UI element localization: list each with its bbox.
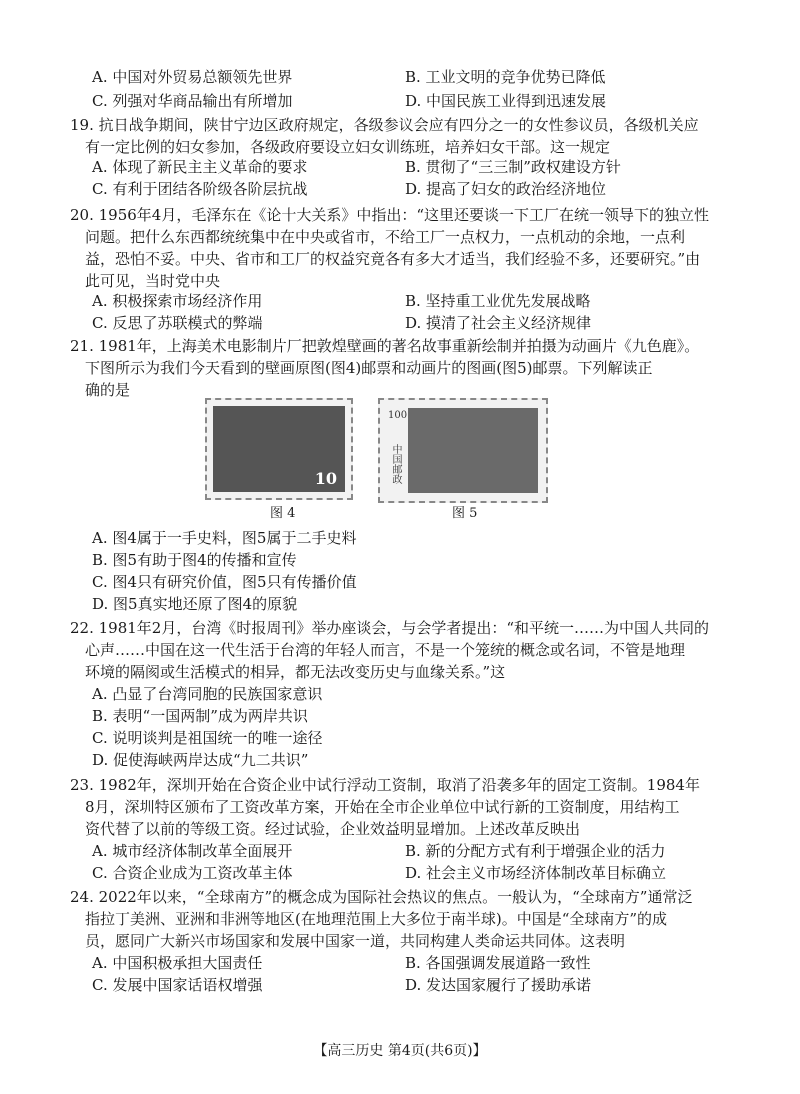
q22-stem-line-3: 环境的隔阂或生活模式的相异，都无法改变历史与血缘关系。”这 xyxy=(85,663,506,681)
q21-stem-line-3: 确的是 xyxy=(85,381,131,399)
q19-option-d: D. 提高了妇女的政治经济地位 xyxy=(405,180,607,198)
q23-stem-line-2: 8月，深圳特区颁布了工资改革方案，开始在全市企业单位中试行新的工资制度，用结构工 xyxy=(85,798,680,816)
q24-option-a: A. 中国积极承担大国责任 xyxy=(92,954,263,972)
q24-stem-line-1: 24. 2022年以来，“全球南方”的概念成为国际社会热议的焦点。一般认为，“全球南方”通常泛 xyxy=(70,888,693,906)
q19-stem-line-1: 19. 抗日战争期间，陕甘宁边区政府规定，各级参议会应有四分之一的女性参议员，各级机关应 xyxy=(70,116,699,134)
stamp-5-value: 100 xyxy=(388,410,408,421)
q20-option-a: A. 积极探索市场经济作用 xyxy=(92,292,263,310)
q24-option-d: D. 发达国家履行了援助承诺 xyxy=(405,976,592,994)
q22-option-c: C. 说明谈判是祖国统一的唯一途径 xyxy=(92,729,323,747)
q20-stem-line-4: 此可见，当时党中央 xyxy=(85,272,221,290)
q22-option-a: A. 凸显了台湾同胞的民族国家意识 xyxy=(92,685,323,703)
q20-stem-line-1: 20. 1956年4月，毛泽东在《论十大关系》中指出：“这里还要谈一下工厂在统一领导下的独立性 xyxy=(70,206,710,224)
q23-stem-line-3: 资代替了以前的等级工资。经过试验，企业效益明显增加。上述改革反映出 xyxy=(85,820,581,838)
q23-stem-line-1: 23. 1982年，深圳开始在合资企业中试行浮动工资制，取消了沿袭多年的固定工资制。1984年 xyxy=(70,776,700,794)
q22-stem-line-1: 22. 1981年2月，台湾《时报周刊》举办座谈会，与会学者提出：“和平统一……为中国人共同的 xyxy=(70,619,710,637)
q20-stem-line-2: 问题。把什么东西都统统集中在中央或省市，不给工厂一点权力，一点机动的余地，一点利 xyxy=(85,228,686,246)
figure-5-stamp xyxy=(378,398,548,503)
page-footer: 【高三历史 第4页(共6页)】 xyxy=(313,1043,487,1059)
q20-option-b: B. 坚持重工业优先发展战略 xyxy=(405,292,591,310)
q24-option-c: C. 发展中国家话语权增强 xyxy=(92,976,263,994)
q21-option-b: B. 图5有助于图4的传播和宣传 xyxy=(92,551,297,569)
q20-option-c: C. 反思了苏联模式的弊端 xyxy=(92,314,263,332)
q20-stem-line-3: 益，恐怕不妥。中央、省市和工厂的权益究竟各有多大才适当，我们经验不多，还要研究。”由 xyxy=(85,250,701,268)
q23-option-c: C. 合资企业成为工资改革主体 xyxy=(92,864,293,882)
q21-option-d: D. 图5真实地还原了图4的原貌 xyxy=(92,595,298,613)
q21-stem-line-1: 21. 1981年，上海美术电影制片厂把敦煌壁画的著名故事重新绘制并拍摄为动画片《九色鹿》。 xyxy=(70,337,700,355)
q24-option-b: B. 各国强调发展道路一致性 xyxy=(405,954,591,972)
q18-option-b: B. 工业文明的竞争优势已降低 xyxy=(405,68,606,86)
figure-5-caption: 图 5 xyxy=(452,506,478,521)
q21-option-a: A. 图4属于一手史料，图5属于二手史料 xyxy=(92,529,357,547)
stamp-4-value: 10 xyxy=(314,469,337,488)
q23-option-d: D. 社会主义市场经济体制改革目标确立 xyxy=(405,864,667,882)
q18-option-a: A. 中国对外贸易总额领先世界 xyxy=(92,68,293,86)
q22-stem-line-2: 心声……中国在这一代生活于台湾的年轻人而言，不是一个笼统的概念或名词，不管是地理 xyxy=(85,641,686,659)
stamp-5-country: 中国邮政 xyxy=(390,444,401,484)
q22-option-d: D. 促使海峡两岸达成“九二共识” xyxy=(92,751,309,769)
q24-stem-line-2: 指拉丁美洲、亚洲和非洲等地区(在地理范围上大多位于南半球)。中国是“全球南方”的成 xyxy=(85,910,668,928)
figure-4-stamp xyxy=(205,398,353,500)
q18-option-c: C. 列强对华商品输出有所增加 xyxy=(92,92,293,110)
q21-stem-line-2: 下图所示为我们今天看到的壁画原图(图4)邮票和动画片的图画(图5)邮票。下列解读正 xyxy=(85,359,653,377)
q20-option-d: D. 摸清了社会主义经济规律 xyxy=(405,314,592,332)
animation-image xyxy=(408,408,538,493)
q19-option-c: C. 有利于团结各阶级各阶层抗战 xyxy=(92,180,308,198)
q19-stem-line-2: 有一定比例的妇女参加，各级政府要设立妇女训练班，培养妇女干部。这一规定 xyxy=(85,138,611,156)
q19-option-a: A. 体现了新民主主义革命的要求 xyxy=(92,158,308,176)
q23-option-b: B. 新的分配方式有利于增强企业的活力 xyxy=(405,842,666,860)
q23-option-a: A. 城市经济体制改革全面展开 xyxy=(92,842,293,860)
q18-option-d: D. 中国民族工业得到迅速发展 xyxy=(405,92,607,110)
q19-option-b: B. 贯彻了“三三制”政权建设方针 xyxy=(405,158,621,176)
q22-option-b: B. 表明“一国两制”成为两岸共识 xyxy=(92,707,308,725)
figure-4-caption: 图 4 xyxy=(270,506,296,521)
q21-option-c: C. 图4只有研究价值，图5只有传播价值 xyxy=(92,573,357,591)
q24-stem-line-3: 员，愿同广大新兴市场国家和发展中国家一道，共同构建人类命运共同体。这表明 xyxy=(85,932,626,950)
